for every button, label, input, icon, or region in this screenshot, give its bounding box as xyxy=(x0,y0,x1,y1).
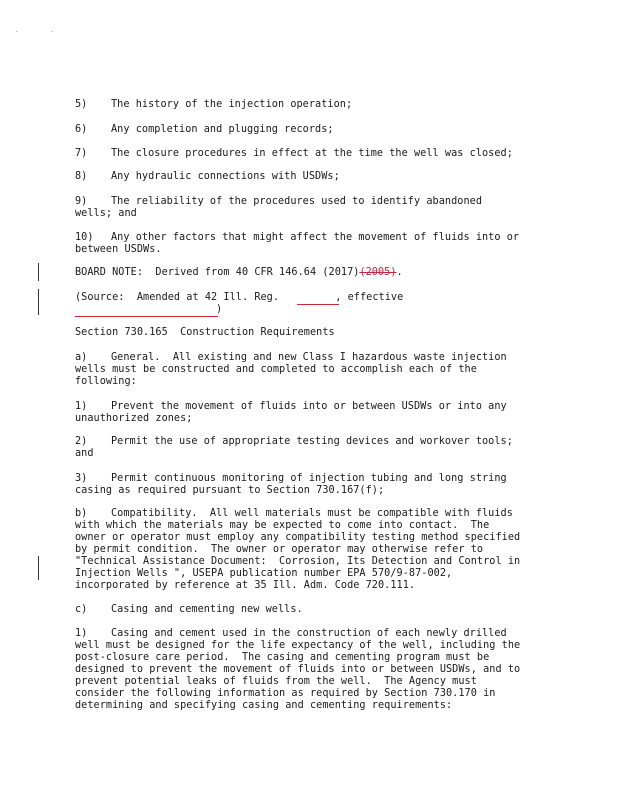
list-item-continued: casing as required pursuant to Section 730.167(f); xyxy=(75,485,385,496)
source-close: ) xyxy=(216,304,223,315)
list-item: 10) Any other factors that might affect the movement of fluids into or xyxy=(75,232,520,243)
board-note: BOARD NOTE: Derived from 40 CFR 146.64 (2017)(2005). xyxy=(75,267,403,278)
paragraph: 1) Casing and cement used in the construction of each newly drilled xyxy=(75,628,507,639)
section-heading: Section 730.165 Construction Requirements xyxy=(75,327,335,338)
scan-mark: . xyxy=(15,27,19,34)
paragraph: c) Casing and cementing new wells. xyxy=(75,604,303,615)
list-item-continued: between USDWs. xyxy=(75,244,162,255)
list-item: 5) The history of the injection operation; xyxy=(75,99,353,110)
list-item: 2) Permit the use of appropriate testing devices and workover tools; xyxy=(75,436,513,447)
revision-bar xyxy=(38,263,39,281)
paragraph-line: designed to prevent the movement of fluids into or between USDWs, and to xyxy=(75,664,521,675)
list-item-continued: wells; and xyxy=(75,208,137,219)
deleted-text: (2005) xyxy=(359,267,397,278)
paragraph-line: owner or operator must employ any compatibility testing method specified xyxy=(75,532,521,543)
list-item: 9) The reliability of the procedures used to identify abandoned xyxy=(75,196,483,207)
paragraph: a) General. All existing and new Class I hazardous waste injection xyxy=(75,352,507,363)
paragraph-line: wells must be constructed and completed to accomplish each of the xyxy=(75,364,477,375)
list-item: 7) The closure procedures in effect at the time the well was closed; xyxy=(75,148,513,159)
paragraph-line: following: xyxy=(75,376,137,387)
blank-underline xyxy=(75,316,218,317)
list-item-continued: unauthorized zones; xyxy=(75,413,193,424)
paragraph-line: Injection Wells ", USEPA publication number EPA 570/9-87-002, xyxy=(75,568,453,579)
paragraph-line: well must be designed for the life expectancy of the well, including the xyxy=(75,640,521,651)
paragraph-line: post-closure care period. The casing and cementing program must be xyxy=(75,652,490,663)
list-item: 1) Prevent the movement of fluids into or between USDWs or into any xyxy=(75,401,507,412)
blank-underline xyxy=(297,304,339,305)
paragraph-line: with which the materials may be expected to come into contact. The xyxy=(75,520,490,531)
paragraph-line: "Technical Assistance Document: Corrosion, Its Detection and Control in xyxy=(75,556,521,567)
paragraph: b) Compatibility. All well materials must be compatible with fluids xyxy=(75,508,513,519)
list-item-continued: and xyxy=(75,448,94,459)
paragraph-line: determining and specifying casing and cementing requirements: xyxy=(75,700,453,711)
list-item: 8) Any hydraulic connections with USDWs; xyxy=(75,171,340,182)
paragraph-line: incorporated by reference at 35 Ill. Adm. Code 720.111. xyxy=(75,580,416,591)
paragraph-line: consider the following information as required by Section 730.170 in xyxy=(75,688,496,699)
paragraph-line: prevent potential leaks of fluids from the well. The Agency must xyxy=(75,676,477,687)
revision-bar xyxy=(38,289,39,315)
revision-bar xyxy=(38,556,39,580)
list-item: 6) Any completion and plugging records; xyxy=(75,124,334,135)
paragraph-line: by permit condition. The owner or operator may otherwise refer to xyxy=(75,544,484,555)
list-item: 3) Permit continuous monitoring of injection tubing and long string xyxy=(75,473,507,484)
source-note: (Source: Amended at 42 Ill. Reg. , effective xyxy=(75,292,404,303)
scan-mark: . xyxy=(50,27,54,34)
